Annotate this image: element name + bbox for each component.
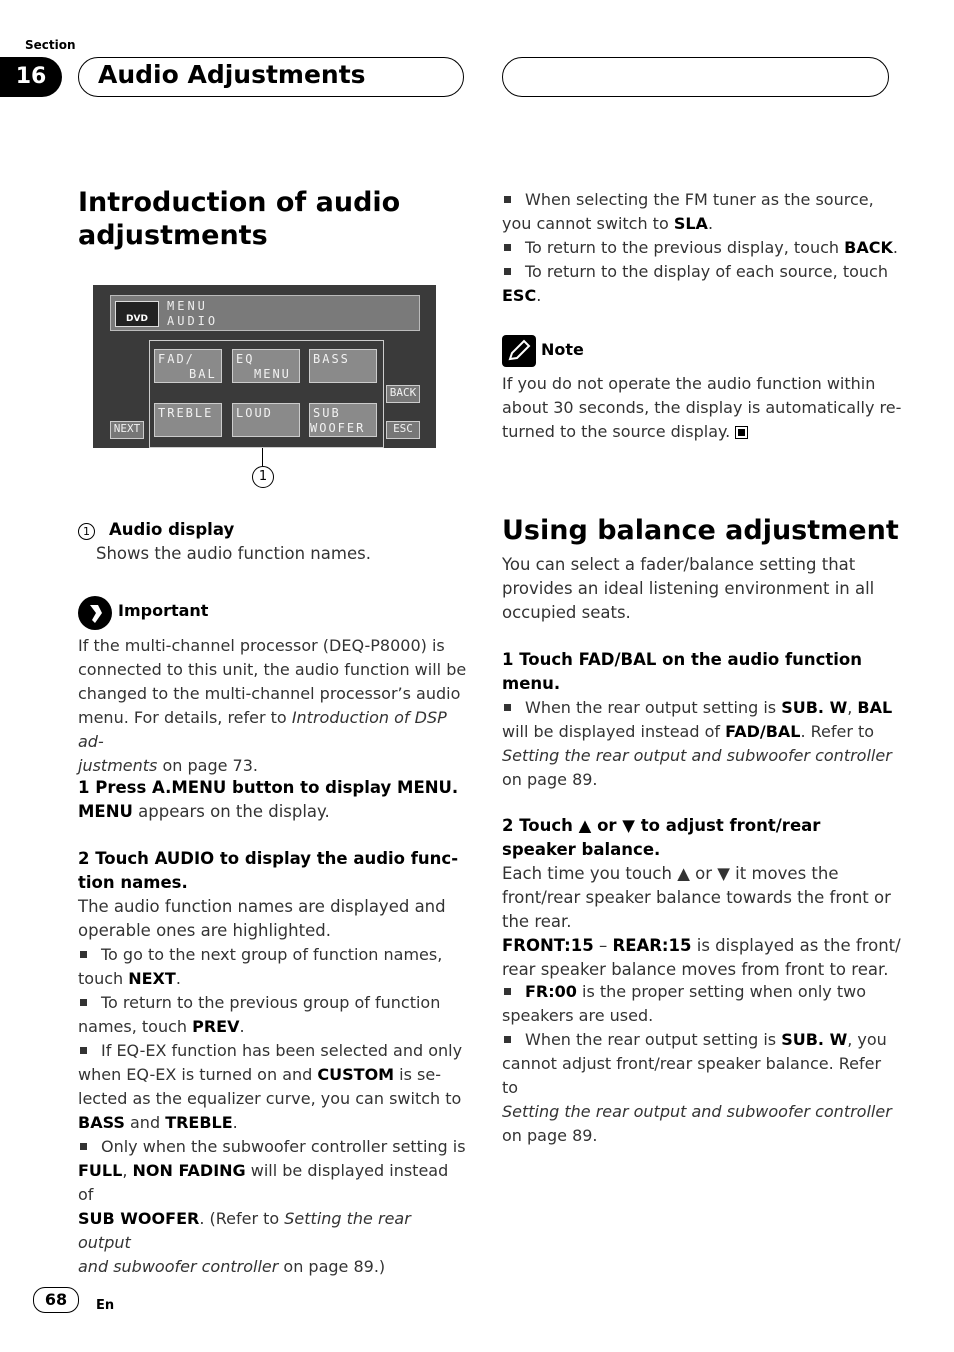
section-label: Section: [25, 38, 76, 52]
balance-step1-title: 1 Touch FAD/BAL on the audio function menu.: [502, 650, 863, 693]
step1-title: 1 Press A.MENU button to display MENU.: [78, 778, 459, 797]
right-top-bullets: When selecting the FM tuner as the source, you cannot switch to SLA. To return to the previous display, touch BACK. To return to the display of each source, touch ESC.: [502, 190, 898, 305]
bass-key: BASS: [309, 349, 377, 383]
step2-text: The audio function names are displayed and operable ones are highlighted.: [78, 897, 446, 940]
callout-description: Shows the audio function names.: [96, 544, 371, 563]
header-empty-frame: [502, 57, 889, 97]
screen-audio-text: AUDIO: [167, 314, 219, 328]
balance-step2-title: 2 Touch ▲ or ▼ to adjust front/rear speaker balance.: [502, 816, 821, 859]
language-label: En: [96, 1298, 115, 1313]
note-label: Note: [541, 340, 584, 359]
eq-menu-key: EQ MENU: [232, 349, 300, 383]
balance-step2-text: Each time you touch ▲ or ▼ it moves the front/rear speaker balance towards the front or the rear. FRONT:15 – REAR:15 is displayed as the front/ rear speaker balance moves from front to rear.: [502, 864, 901, 979]
dvd-logo: DVD: [115, 301, 159, 327]
note-text: If you do not operate the audio function within about 30 seconds, the display is automatically re- turned to the source display.: [502, 374, 902, 441]
page-number: 68: [33, 1287, 79, 1313]
section-number-badge: 16: [0, 57, 62, 97]
loud-key: LOUD: [232, 403, 300, 437]
step1-text: MENU appears on the display.: [78, 802, 330, 821]
screen-title-bar: [110, 295, 420, 331]
important-icon: [78, 596, 112, 630]
back-button: BACK: [386, 385, 420, 403]
important-text: If the multi-channel processor (DEQ-P8000) is connected to this unit, the audio function will be changed to the multi-channel processor’s audio menu. For details, refer to Introduction of DSP ad- justments on page 73.: [78, 636, 467, 775]
end-mark-icon: [735, 426, 748, 439]
balance-intro: You can select a fader/balance setting that provides an ideal listening environment in all occupied seats.: [502, 555, 875, 622]
callout-line: [262, 448, 263, 466]
callout-number: 1: [252, 466, 274, 488]
sub-woofer-key: SUB WOOFER: [309, 403, 377, 437]
next-button: NEXT: [110, 421, 144, 439]
esc-button: ESC: [386, 421, 420, 439]
step2-title: 2 Touch AUDIO to display the audio func- tion names.: [78, 849, 459, 892]
step2-bullets: To go to the next group of function names, touch NEXT. To return to the previous group of function names, touch PREV. If EQ-EX function has been selected and only when EQ-EX is turned on and CUSTOM is se- lected as the equalizer curve, you can switch to BASS and TREBLE. Only when the subwoofer controller setting is FULL, NON FADING will be displayed instead of SUB WOOFER. (Refer to Setting the rear output and subwoofer controller on page 89.): [78, 945, 466, 1276]
treble-key: TREBLE: [154, 403, 222, 437]
balance-step1-bullet: When the rear output setting is SUB. W, BAL will be displayed instead of FAD/BAL. Refer to Setting the rear output and subwoofer controller on page 89.: [502, 698, 893, 789]
section-title: Audio Adjustments: [98, 60, 366, 89]
note-pencil-icon: [502, 335, 536, 367]
fad-bal-key: FAD/ BAL: [154, 349, 222, 383]
audio-menu-screenshot: [93, 285, 436, 448]
balance-step2-bullets: FR:00 is the proper setting when only two speakers are used. When the rear output setting is SUB. W, you cannot adjust front/rear speaker balance. Refer to Setting the rear output and subwoofer controller on page 89.: [502, 982, 892, 1145]
intro-heading: Introduction of audio adjustments: [78, 187, 401, 251]
balance-heading: Using balance adjustment: [502, 515, 899, 546]
screen-menu-text: MENU: [167, 299, 208, 313]
callout-title: 1 Audio display: [78, 518, 234, 542]
important-label: Important: [118, 601, 209, 620]
